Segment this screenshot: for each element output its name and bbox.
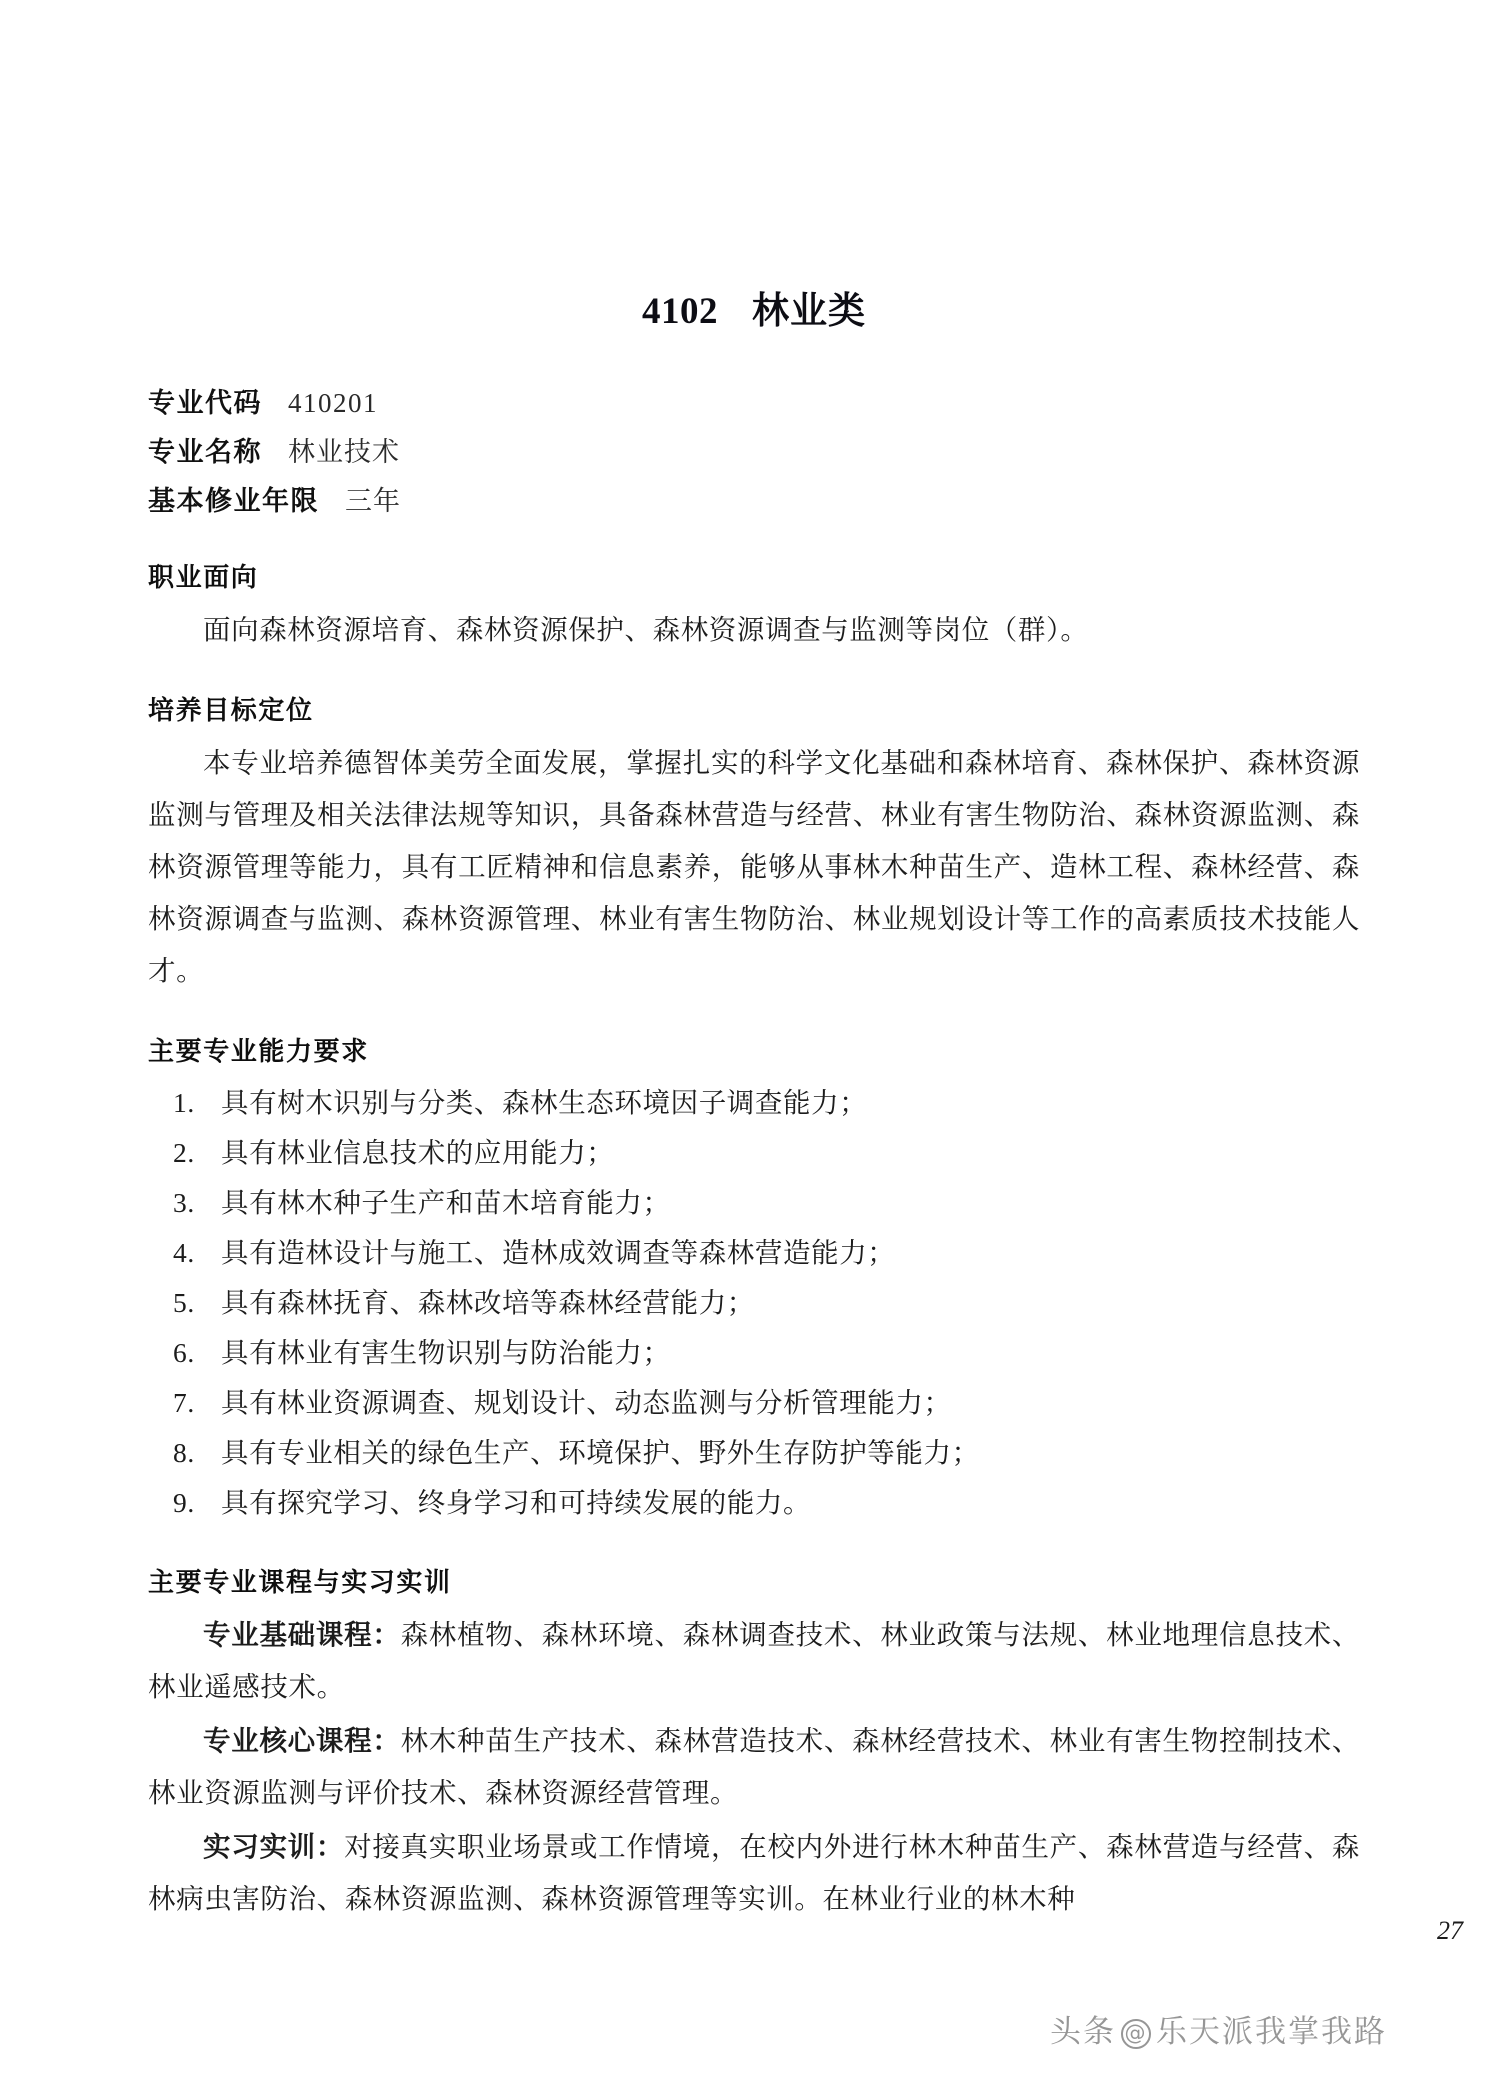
meta-value-duration: 三年 — [345, 486, 401, 517]
section-paragraph-objective: 本专业培养德智体美劳全面发展，掌握扎实的科学文化基础和森林培育、森林保护、森林资源监测与管理及相关法律法规等知识，具备森林营造与经营、林业有害生物防治、森林资源监测、森林资源管理等能力，具有工匠精神和信息素养，能够从事林木种苗生产、造林工程、森林经营、森林资源调查与监测、森林资源管理、林业有害生物防治、林业规划设计等工作的高素质技术技能人才。 — [148, 747, 1360, 987]
section-paragraph-basic-courses — [148, 1609, 1360, 1713]
list-item-index: 4. — [173, 1237, 195, 1268]
list-item-index: 8. — [173, 1437, 195, 1468]
meta-block — [148, 382, 1360, 523]
list-item-text: 具有树木识别与分类、森林生态环境因子调查能力； — [221, 1087, 868, 1119]
page-title — [148, 0, 1360, 334]
text-basic-courses: 森林植物、森林环境、森林调查技术、林业政策与法规、林业地理信息技术、林业遥感技术。 — [148, 1619, 1360, 1703]
section-paragraph-core-courses — [148, 1715, 1360, 1819]
list-item-index: 2. — [173, 1137, 195, 1168]
list-item-index: 9. — [173, 1487, 195, 1518]
meta-label-duration: 基本修业年限 — [148, 486, 319, 517]
text-core-courses: 林木种苗生产技术、森林营造技术、森林经营技术、林业有害生物控制技术、林业资源监测与评价技术、森林资源经营管理。 — [148, 1725, 1360, 1809]
list-item-text: 具有林木种子生产和苗木培育能力； — [221, 1187, 671, 1219]
meta-value-major-name: 林业技术 — [288, 437, 400, 468]
section-heading-objective: 培养目标定位 — [148, 696, 314, 726]
meta-row-duration — [148, 481, 1360, 523]
meta-value-major-code: 410201 — [288, 388, 378, 418]
watermark-prefix: 头条 — [1050, 2014, 1116, 2050]
section-heading-career: 职业面向 — [148, 563, 259, 593]
list-item-text: 具有森林抚育、森林改培等森林经营能力； — [221, 1287, 755, 1319]
list-item — [148, 1078, 1360, 1128]
list-item-index: 7. — [173, 1387, 195, 1418]
section-paragraph-career: 面向森林资源培育、森林资源保护、森林资源调查与监测等岗位（群）。 — [203, 614, 1089, 646]
list-item-text: 具有专业相关的绿色生产、环境保护、野外生存防护等能力； — [221, 1437, 980, 1469]
label-basic-courses: 专业基础课程： — [203, 1619, 401, 1651]
list-item-index: 3. — [173, 1187, 195, 1218]
list-item — [148, 1128, 1360, 1178]
list-item — [148, 1278, 1360, 1328]
label-practice: 实习实训： — [203, 1831, 345, 1863]
page-content — [148, 0, 1360, 2094]
list-item-index: 6. — [173, 1337, 195, 1368]
list-item-text: 具有林业资源调查、规划设计、动态监测与分析管理能力； — [221, 1387, 952, 1419]
meta-row-major-name — [148, 432, 1360, 474]
list-item-text: 具有林业有害生物识别与防治能力； — [221, 1337, 671, 1369]
list-item — [148, 1228, 1360, 1278]
list-item — [148, 1378, 1360, 1428]
abilities-list — [148, 1078, 1360, 1528]
section-paragraph-practice — [148, 1821, 1360, 1925]
page-title-number: 4102 — [642, 291, 718, 332]
label-core-courses: 专业核心课程： — [203, 1725, 401, 1757]
meta-label-major-name: 专业名称 — [148, 437, 262, 468]
list-item — [148, 1478, 1360, 1528]
page-title-text: 林业类 — [752, 288, 866, 332]
meta-row-major-code — [148, 382, 1360, 425]
section-heading-abilities: 主要专业能力要求 — [148, 1037, 369, 1067]
meta-label-major-code: 专业代码 — [148, 388, 262, 419]
list-item — [148, 1178, 1360, 1228]
watermark — [1050, 2006, 1387, 2051]
list-item-text: 具有探究学习、终身学习和可持续发展的能力。 — [221, 1487, 812, 1519]
list-item-text: 具有林业信息技术的应用能力； — [221, 1137, 615, 1169]
page-number: 27 — [1437, 1916, 1463, 1945]
list-item — [148, 1428, 1360, 1478]
list-item-index: 1. — [173, 1087, 195, 1118]
watermark-name: 乐天派我掌我路 — [1156, 2014, 1387, 2050]
list-item-text: 具有造林设计与施工、造林成效调查等森林营造能力； — [221, 1237, 896, 1269]
section-heading-courses: 主要专业课程与实习实训 — [148, 1568, 452, 1598]
list-item-index: 5. — [173, 1287, 195, 1318]
watermark-at-icon: @ — [1121, 2019, 1151, 2049]
list-item — [148, 1328, 1360, 1378]
text-practice: 对接真实职业场景或工作情境，在校内外进行林木种苗生产、森林营造与经营、森林病虫害防治、森林资源监测、森林资源管理等实训。在林业行业的林木种 — [148, 1831, 1361, 1915]
